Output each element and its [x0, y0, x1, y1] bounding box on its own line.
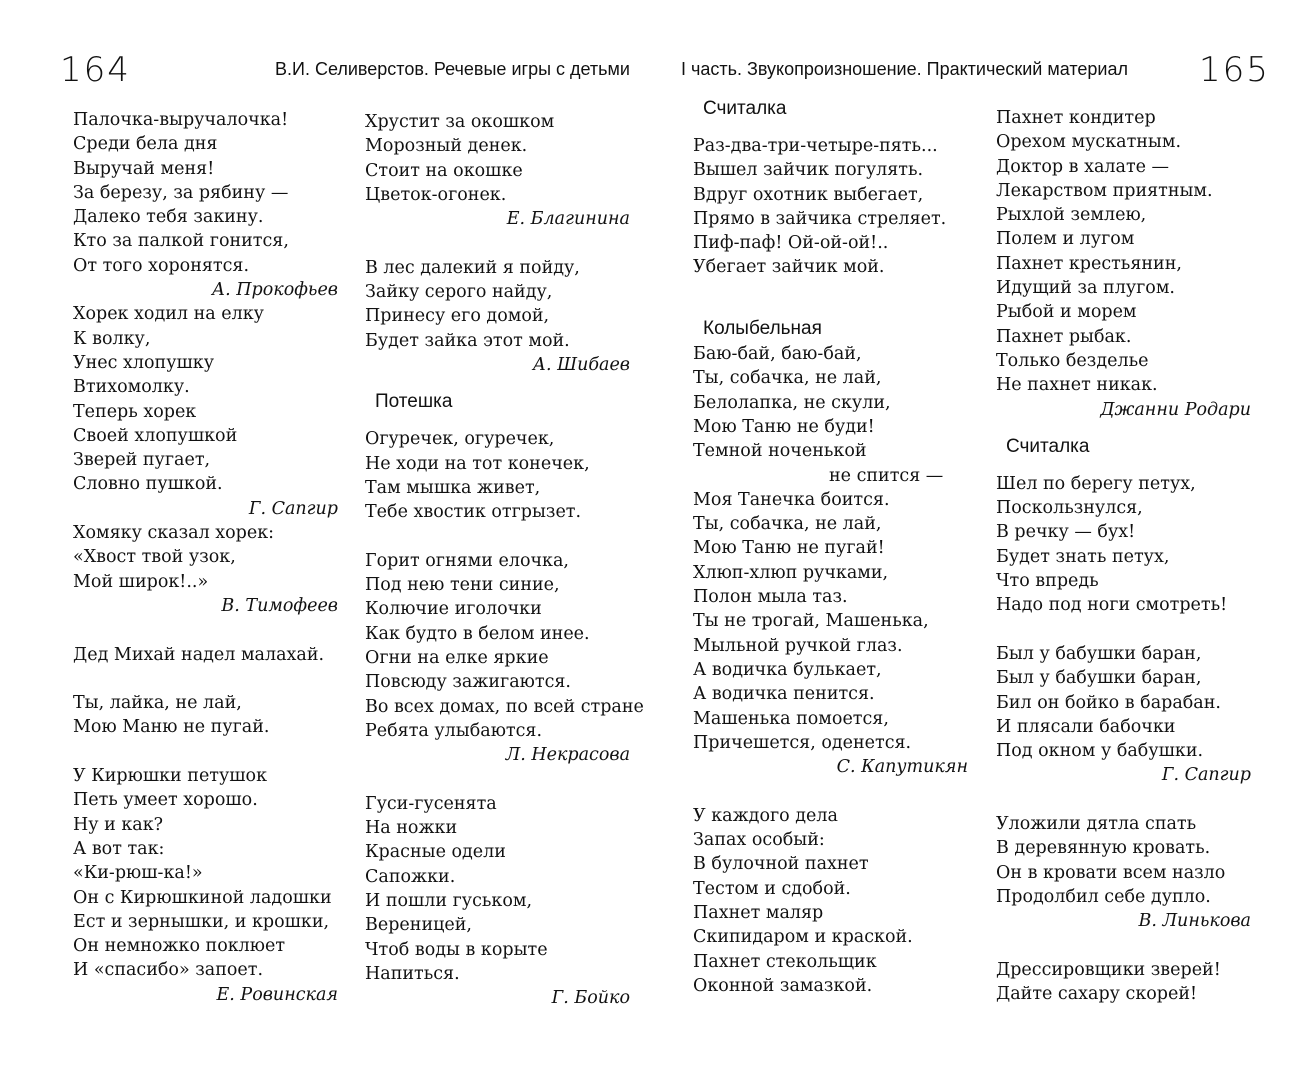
poem-line: Стоит на окошке [365, 160, 523, 181]
poem-line: Цветок-огонек. [365, 184, 507, 205]
poem-block [996, 958, 1251, 1007]
poem-line: К волку, [73, 328, 151, 349]
poem-line: Уложили дятла спать [996, 814, 1197, 835]
poem-line: Баю-бай, баю-бай, [693, 344, 862, 365]
poem-line: Будет знать петух, [996, 546, 1170, 567]
poem-block [365, 792, 630, 986]
poem-line: Кто за палкой гонится, [73, 231, 289, 252]
poem-line: «Ки-рюш-ка!» [73, 863, 203, 884]
poem-line: Полем и лугом [996, 229, 1135, 250]
section-title-schitalka-2: Считалка [1006, 435, 1090, 457]
poem-line: В булочной пахнет [693, 854, 869, 875]
poem-line: Чтоб воды в корыте [365, 939, 548, 960]
poem-line: Лекарством приятным. [996, 180, 1213, 201]
poem-line: Сапожки. [365, 866, 456, 887]
right-page [651, 0, 1303, 1080]
poem-line: Рыхлой землею, [996, 205, 1147, 226]
poem-line: Красные одели [365, 842, 506, 863]
right-page-column-2 [996, 106, 1251, 1006]
poem-line: Мою Маню не пугай. [73, 717, 270, 738]
section-title-kolybelnaya: Колыбельная [703, 318, 822, 340]
poem-line: Прямо в зайчика стреляет. [693, 208, 947, 229]
right-page-column-1 [693, 96, 968, 998]
poem-line: Темной ноченькой [693, 441, 867, 462]
poem-line: Пахнет маляр [693, 902, 824, 923]
poem-author: Л. Некрасова [505, 745, 630, 766]
poem-line: Колючие иголочки [365, 599, 542, 620]
left-page-column-2 [365, 110, 644, 1010]
poem-line: Теперь хорек [73, 401, 197, 422]
poem-line: Пахнет кондитер [996, 108, 1156, 128]
poem-line: Не ходи на тот конечек, [365, 453, 590, 474]
poem-line: Под окном у бабушки. [996, 741, 1204, 762]
section-title-schitalka: Считалка [703, 98, 787, 119]
poem-line: Моя Танечка боится. [693, 489, 890, 510]
poem-line: Запах особый: [693, 830, 825, 851]
poem-line: Оконной замазкой. [693, 975, 873, 996]
poem-line: Ребята улыбаются. [365, 720, 543, 741]
poem-line: не спится — [829, 465, 944, 486]
poem-line: Белолапка, не скули, [693, 392, 891, 413]
poem-line: Среди бела дня [73, 134, 218, 155]
poem-line: Ты, собачка, не лай, [693, 514, 882, 535]
poem-line: А вот так: [73, 838, 165, 859]
poem-line: Мой широк!..» [73, 571, 209, 592]
poem-line: Огуречек, огуречек, [365, 429, 555, 450]
poem-line: Ты не трогай, Машенька, [693, 611, 929, 632]
page-number-right: 165 [1199, 50, 1270, 90]
poem-line: Горит огнями елочка, [365, 550, 569, 571]
poem-line: Раз-два-три-четыре-пять... [693, 136, 938, 156]
poem-line: Скипидаром и краской. [693, 927, 913, 948]
poem-line: Своей хлопушкой [73, 425, 238, 446]
poem-line: Огни на елке яркие [365, 647, 549, 668]
section-title-poteshka: Потешка [375, 391, 453, 413]
poem-author: Г. Сапгир [1161, 765, 1251, 786]
poem-line: Был у бабушки баран, [996, 643, 1202, 664]
poem-line: В деревянную кровать. [996, 838, 1211, 859]
poem-author: В. Линькова [1138, 911, 1251, 932]
poem-line: От того хоронятся. [73, 255, 250, 276]
poem-line: Хрустит за окошком [365, 112, 555, 132]
poem-block [365, 256, 630, 353]
page-number-left: 164 [60, 50, 131, 90]
poem-author: Е. Благинина [506, 209, 630, 230]
poem-line: Только безделье [996, 350, 1149, 371]
poem-line: Ты, собачка, не лай, [693, 368, 882, 389]
poem-line: Зверей пугает, [73, 450, 211, 471]
poem-author: В. Тимофеев [221, 595, 338, 616]
poem-line: Унес хлопушку [73, 352, 215, 373]
poem-line: Тестом и сдобой. [693, 878, 851, 899]
poem-block [73, 764, 338, 983]
poem-line: Под нею тени синие, [365, 575, 560, 596]
poem-line: На ножки [365, 818, 458, 839]
poem-line: Вышел зайчик погулять. [693, 160, 924, 181]
poem-block [73, 691, 338, 740]
poem-block [693, 342, 968, 463]
poem-line: «Хвост твой узок, [73, 547, 236, 568]
poem-line: Орехом мускатным. [996, 132, 1182, 153]
poem-line: Полон мыла таз. [693, 587, 848, 608]
poem-author: С. Капутикян [836, 757, 968, 778]
running-header-left: В.И. Селиверстов. Речевые игры с детьми [275, 59, 630, 79]
poem-line: Пахнет крестьянин, [996, 253, 1182, 274]
poem-line: Как будто в белом инее. [365, 623, 590, 644]
poem-line: Продолбил себе дупло. [996, 886, 1211, 907]
poem-block [365, 110, 630, 207]
poem-line: А водичка пенится. [693, 684, 875, 705]
poem-line: Идущий за плугом. [996, 278, 1175, 299]
poem-line: Не пахнет никак. [996, 375, 1158, 396]
poem-line: Гуси-гусенята [365, 793, 497, 814]
poem-line: Ну и как? [73, 814, 164, 835]
poem-block [365, 549, 644, 743]
poem-line: Будет зайка этот мой. [365, 330, 570, 351]
poem-line: Во всех домах, по всей стране [365, 696, 644, 717]
poem-line: Далеко тебя закину. [73, 207, 264, 228]
poem-block [73, 521, 338, 594]
poem-line: Бил он бойко в барабан. [996, 692, 1221, 713]
poem-line: Повсюду зажигаются. [365, 672, 571, 693]
poem-line: Морозный денек. [365, 136, 528, 157]
poem-block [693, 488, 968, 755]
poem-block [996, 642, 1251, 763]
poem-line: Рыбой и морем [996, 302, 1137, 323]
poem-line: Ест и зернышки, и крошки, [73, 911, 330, 932]
poem-line: Что впредь [996, 571, 1099, 592]
poem-block [73, 643, 338, 667]
poem-line: Словно пушкой. [73, 474, 223, 495]
poem-line: В речку — бух! [996, 522, 1136, 543]
poem-line: Там мышка живет, [365, 477, 541, 498]
poem-line: Пиф-паф! Ой-ой-ой!.. [693, 233, 889, 254]
poem-author: Джанни Родари [1100, 399, 1251, 420]
poem-line: Хомяку сказал хорек: [73, 523, 275, 544]
poem-line: Напиться. [365, 963, 460, 984]
poem-line: Он немножко поклюет [73, 936, 286, 957]
poem-line: В лес далекий я пойду, [365, 257, 580, 278]
poem-line: Хорек ходил на елку [73, 304, 264, 325]
poem-block [996, 812, 1251, 909]
poem-block [693, 134, 968, 280]
poem-line: А водичка булькает, [693, 659, 882, 680]
poem-line: Машенька помоется, [693, 708, 889, 729]
poem-line: Шел по берегу петух, [996, 473, 1196, 494]
poem-line: Принесу его домой, [365, 306, 550, 327]
poem-line: Убегает зайчик мой. [693, 257, 885, 278]
poem-block [73, 108, 338, 278]
poem-line: Тебе хвостик отгрызет. [365, 502, 582, 523]
poem-line: Мою Таню не буди! [693, 416, 875, 437]
poem-line: У каждого дела [693, 805, 838, 826]
left-page-column-1 [73, 108, 338, 1007]
poem-author: А. Шибаев [532, 354, 630, 375]
poem-block [996, 106, 1251, 398]
poem-line: Дед Михай надел малахай. [73, 644, 325, 665]
poem-line: Петь умеет хорошо. [73, 790, 258, 811]
poem-line: Втихомолку. [73, 377, 190, 398]
poem-line: Дрессировщики зверей! [996, 959, 1221, 980]
poem-author: Г. Сапгир [248, 498, 338, 519]
poem-line: Он с Кирюшкиной ладошки [73, 887, 332, 908]
poem-line: Дайте сахару скорей! [996, 984, 1198, 1005]
poem-block [996, 472, 1251, 618]
poem-line: Вереницей, [365, 915, 472, 936]
poem-line: У Кирюшки петушок [73, 766, 268, 787]
poem-block [73, 302, 338, 496]
poem-line: Поскользнулся, [996, 498, 1143, 519]
poem-line: Пахнет стекольщик [693, 951, 877, 972]
poem-author: А. Прокофьев [211, 280, 338, 301]
poem-line: Ты, лайка, не лай, [73, 693, 242, 714]
poem-line: Мыльной ручкой глаз. [693, 635, 903, 656]
poem-line: За березу, за рябину — [73, 182, 289, 203]
poem-line: И «спасибо» запоет. [73, 960, 264, 981]
poem-line: Причешется, оденется. [693, 732, 912, 753]
poem-line: Зайку серого найду, [365, 282, 553, 303]
poem-line: Мою Таню не пугай! [693, 538, 885, 559]
poem-line: Был у бабушки баран, [996, 668, 1202, 689]
poem-line: И плясали бабочки [996, 716, 1176, 737]
poem-line: И пошли гуськом, [365, 890, 533, 911]
poem-line: Хлюп-хлюп ручками, [693, 562, 889, 583]
poem-line: Он в кровати всем назло [996, 862, 1226, 883]
poem-line: Пахнет рыбак. [996, 326, 1132, 347]
running-header-right: I часть. Звукопроизношение. Практический материал [681, 59, 1128, 79]
poem-line: Надо под ноги смотреть! [996, 595, 1228, 616]
poem-line: Выручай меня! [73, 158, 215, 179]
poem-block [365, 427, 630, 524]
poem-author: Е. Ровинская [216, 984, 338, 1005]
poem-line: Палочка-выручалочка! [73, 110, 289, 130]
poem-author: Г. Бойко [551, 988, 630, 1009]
poem-line: Доктор в халате — [996, 156, 1170, 177]
poem-line: Вдруг охотник выбегает, [693, 184, 924, 205]
poem-block [693, 804, 968, 998]
left-page [0, 0, 651, 1080]
